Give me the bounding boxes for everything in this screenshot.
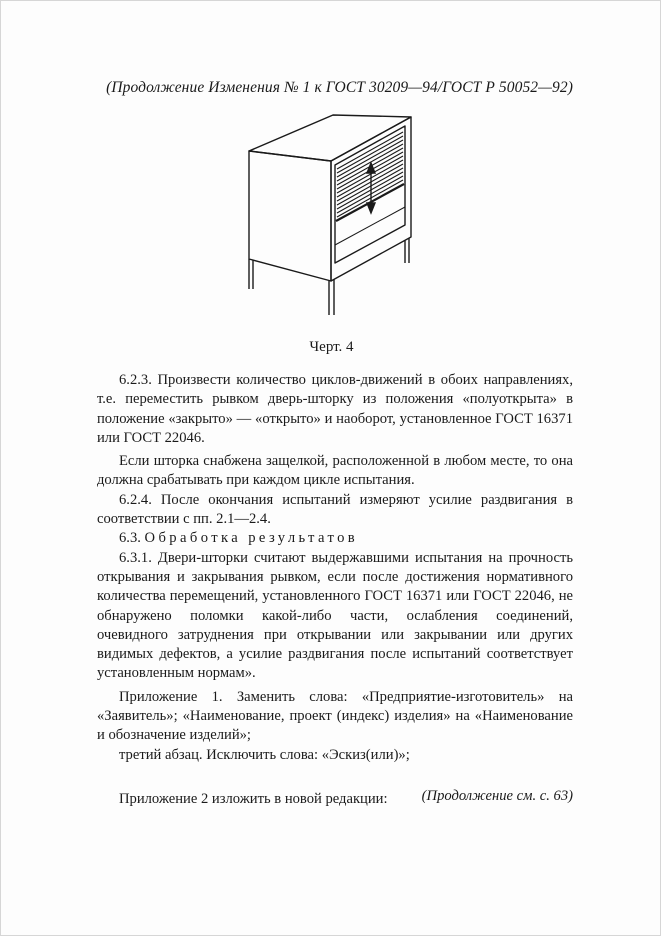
continuation-header: (Продолжение Изменения № 1 к ГОСТ 30209—94/ГОСТ Р 50052—92) [106, 79, 573, 96]
paragraph-latch: Если шторка снабжена защелкой, расположенной в любом месте, то она должна срабатывать при каждом цикле испытания. [97, 453, 573, 489]
paragraph-6-2-3: 6.2.3. Произвести количество циклов-движений в обоих направлениях, т.е. переместить рывком дверь-шторку из положения «полуоткрыта» в положение «закрыто» — «открыто» и наоборот, установленное ГОСТ 16371 или ГОСТ 22046. [97, 372, 573, 446]
section-6-3-heading [97, 529, 573, 548]
paragraph-6-2-4: 6.2.4. После окончания испытаний измеряют усилие раздвигания в соответствии с пп. 2.1—2.4. [97, 491, 573, 528]
section-number: 6.3. [119, 530, 141, 547]
paragraph-appendix-1: Приложение 1. Заменить слова: «Предприятие-изготовитель» на «Заявитель»; «Наименование, проект (индекс) изделия» на «Наименование и обозначение изделий»; [97, 688, 573, 744]
cabinet-drawing [241, 113, 421, 318]
section-title: Обработка результатов [144, 530, 359, 547]
figure-caption: Черт. 4 [309, 339, 354, 355]
continuation-footer: (Продолжение см. с. 63) [421, 788, 573, 804]
document-body [97, 371, 573, 809]
cabinet-figure [241, 113, 421, 318]
paragraph-appendix-1-third: третий абзац. Исключить слова: «Эскиз(или)»; [119, 746, 410, 763]
paragraph-6-3-1: 6.3.1. Двери-шторки считают выдержавшими испытания на прочность открывания и закрывания рывком, если после достижения нормативного количества перемещений, установленного ГОСТ 16371 или ГОСТ 22046, не обнаружено поломки какой-либо части, ослабления соединений, очевидного затруднения при открывании или закрывании или других видимых дефектов, а усилие раздвигания после испытаний соответствует установленным нормам». [97, 549, 573, 682]
paragraph-appendix-2: Приложение 2 изложить в новой редакции: [119, 790, 388, 807]
